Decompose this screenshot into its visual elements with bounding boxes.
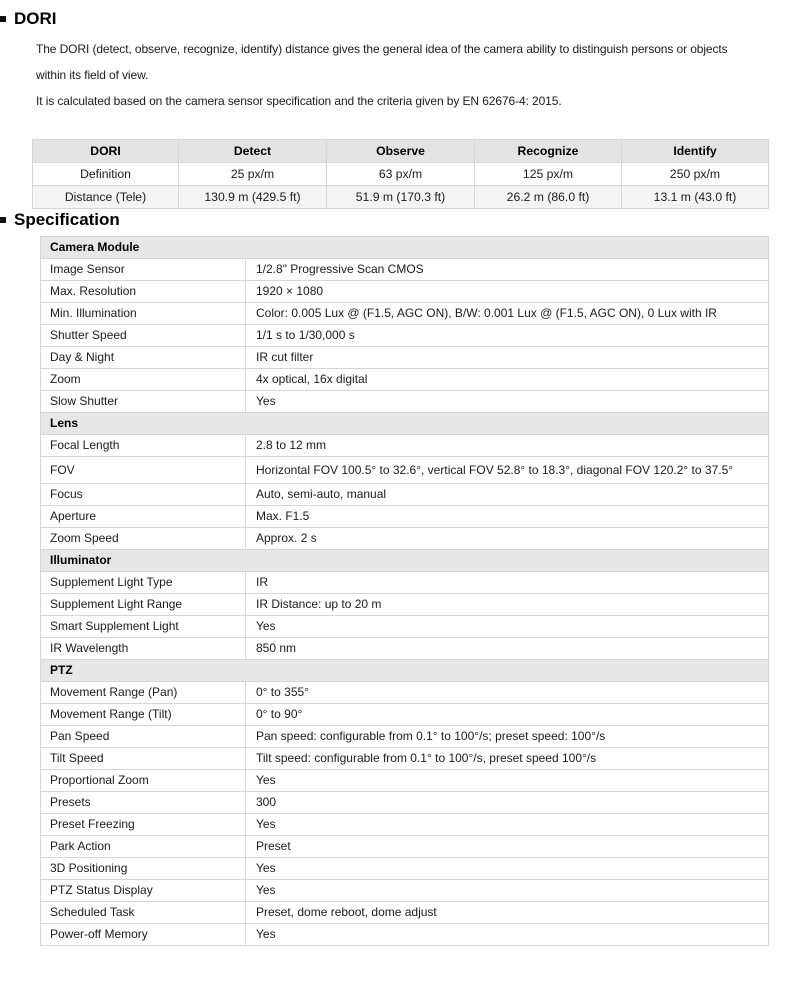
dori-row-value: 250 px/m [622,163,769,186]
specification-section [0,209,800,946]
spec-row-label: Power-off Memory [41,924,246,946]
spec-group-title: Lens [41,413,769,435]
spec-row [41,814,769,836]
dori-header-cell: Detect [179,140,327,163]
dori-row-value: 63 px/m [327,163,475,186]
spec-row-value: Yes [246,770,769,792]
spec-group-band [41,550,769,572]
spec-row-label: Min. Illumination [41,303,246,325]
spec-row [41,259,769,281]
spec-row-label: Movement Range (Pan) [41,682,246,704]
specification-section-title [0,209,800,231]
spec-row [41,682,769,704]
spec-row-label: Preset Freezing [41,814,246,836]
spec-row-value: 1/1 s to 1/30,000 s [246,325,769,347]
spec-row [41,748,769,770]
spec-row-value: 300 [246,792,769,814]
spec-row-label: Presets [41,792,246,814]
spec-row [41,902,769,924]
spec-row [41,391,769,413]
spec-row-value: Horizontal FOV 100.5° to 32.6°, vertical FOV 52.8° to 18.3°, diagonal FOV 120.2° to 37.5° [246,457,769,484]
spec-row-value: Approx. 2 s [246,528,769,550]
spec-row [41,347,769,369]
spec-row-label: Aperture [41,506,246,528]
spec-row-label: Smart Supplement Light [41,616,246,638]
spec-row-label: Shutter Speed [41,325,246,347]
spec-row-value: Yes [246,880,769,902]
spec-row-value: Max. F1.5 [246,506,769,528]
spec-group-title: Illuminator [41,550,769,572]
dori-header-cell: Identify [622,140,769,163]
spec-table [40,236,769,946]
spec-row-value: Color: 0.005 Lux @ (F1.5, AGC ON), B/W: 0.001 Lux @ (F1.5, AGC ON), 0 Lux with IR [246,303,769,325]
spec-row-value: Pan speed: configurable from 0.1° to 100°/s; preset speed: 100°/s [246,726,769,748]
dori-header-cell: Observe [327,140,475,163]
spec-row [41,435,769,457]
spec-row-value: Yes [246,391,769,413]
spec-row-label: Focus [41,484,246,506]
dori-header-cell: DORI [33,140,179,163]
spec-row [41,792,769,814]
dori-table [32,139,769,209]
spec-group-title: PTZ [41,660,769,682]
spec-row [41,369,769,391]
spec-row-value: 1/2.8" Progressive Scan CMOS [246,259,769,281]
dori-row-value: 130.9 m (429.5 ft) [179,186,327,209]
spec-row [41,303,769,325]
dori-row-value: 51.9 m (170.3 ft) [327,186,475,209]
spec-row [41,704,769,726]
spec-group-band [41,660,769,682]
spec-row [41,858,769,880]
spec-row-label: IR Wavelength [41,638,246,660]
spec-row-label: Scheduled Task [41,902,246,924]
spec-row [41,325,769,347]
spec-row-label: Pan Speed [41,726,246,748]
spec-row-value: 1920 × 1080 [246,281,769,303]
spec-group-band [41,413,769,435]
spec-row-value: Tilt speed: configurable from 0.1° to 100°/s, preset speed 100°/s [246,748,769,770]
spec-row [41,484,769,506]
spec-row-value: Yes [246,858,769,880]
dori-row-value: 13.1 m (43.0 ft) [622,186,769,209]
spec-row-label: Max. Resolution [41,281,246,303]
spec-row-label: Supplement Light Range [41,594,246,616]
spec-row-value: IR [246,572,769,594]
spec-row [41,457,769,484]
spec-row-label: Proportional Zoom [41,770,246,792]
spec-row-value: Auto, semi-auto, manual [246,484,769,506]
dori-row-value: 125 px/m [475,163,622,186]
spec-row [41,638,769,660]
spec-row [41,506,769,528]
spec-row [41,528,769,550]
dori-row-value: 25 px/m [179,163,327,186]
spec-row [41,880,769,902]
spec-row-label: Park Action [41,836,246,858]
spec-row-label: Day & Night [41,347,246,369]
dori-description-1: The DORI (detect, observe, recognize, identify) distance gives the general idea of the camera ability to distinguish persons or objects within its field of view. [36,42,728,82]
spec-row [41,836,769,858]
dori-row-value: 26.2 m (86.0 ft) [475,186,622,209]
dori-description-2: It is calculated based on the camera sensor specification and the criteria given by EN 62676-4: 2015. [36,94,562,108]
dori-section-title [0,8,800,30]
spec-row [41,726,769,748]
spec-row [41,281,769,303]
spec-row-value: 0° to 90° [246,704,769,726]
dori-row-label: Distance (Tele) [33,186,179,209]
spec-row-label: Supplement Light Type [41,572,246,594]
spec-row [41,616,769,638]
spec-row-value: 0° to 355° [246,682,769,704]
spec-row-label: 3D Positioning [41,858,246,880]
dori-data-row [33,186,769,209]
dori-row-label: Definition [33,163,179,186]
spec-row [41,572,769,594]
spec-row [41,924,769,946]
spec-row-label: Zoom Speed [41,528,246,550]
spec-group-band [41,237,769,259]
spec-row-label: Slow Shutter [41,391,246,413]
spec-row-value: 850 nm [246,638,769,660]
spec-row-value: Yes [246,616,769,638]
spec-group-title: Camera Module [41,237,769,259]
spec-row-value: Preset, dome reboot, dome adjust [246,902,769,924]
spec-row-label: Tilt Speed [41,748,246,770]
specification-heading-text: Specification [14,210,120,229]
spec-row-value: 4x optical, 16x digital [246,369,769,391]
spec-row-value: Yes [246,814,769,836]
spec-row-value: Yes [246,924,769,946]
spec-row-value: IR Distance: up to 20 m [246,594,769,616]
dori-section [0,8,800,209]
square-bullet-icon [0,217,6,223]
spec-row-label: PTZ Status Display [41,880,246,902]
spec-row-value: 2.8 to 12 mm [246,435,769,457]
dori-heading-text: DORI [14,9,57,28]
dori-header-row [33,140,769,163]
dori-header-cell: Recognize [475,140,622,163]
spec-row-label: Zoom [41,369,246,391]
spec-row-label: Image Sensor [41,259,246,281]
spec-row [41,594,769,616]
square-bullet-icon [0,16,6,22]
spec-row-value: Preset [246,836,769,858]
spec-row-value: IR cut filter [246,347,769,369]
spec-row-label: FOV [41,457,246,484]
spec-row-label: Focal Length [41,435,246,457]
spec-row [41,770,769,792]
spec-row-label: Movement Range (Tilt) [41,704,246,726]
dori-data-row [33,163,769,186]
